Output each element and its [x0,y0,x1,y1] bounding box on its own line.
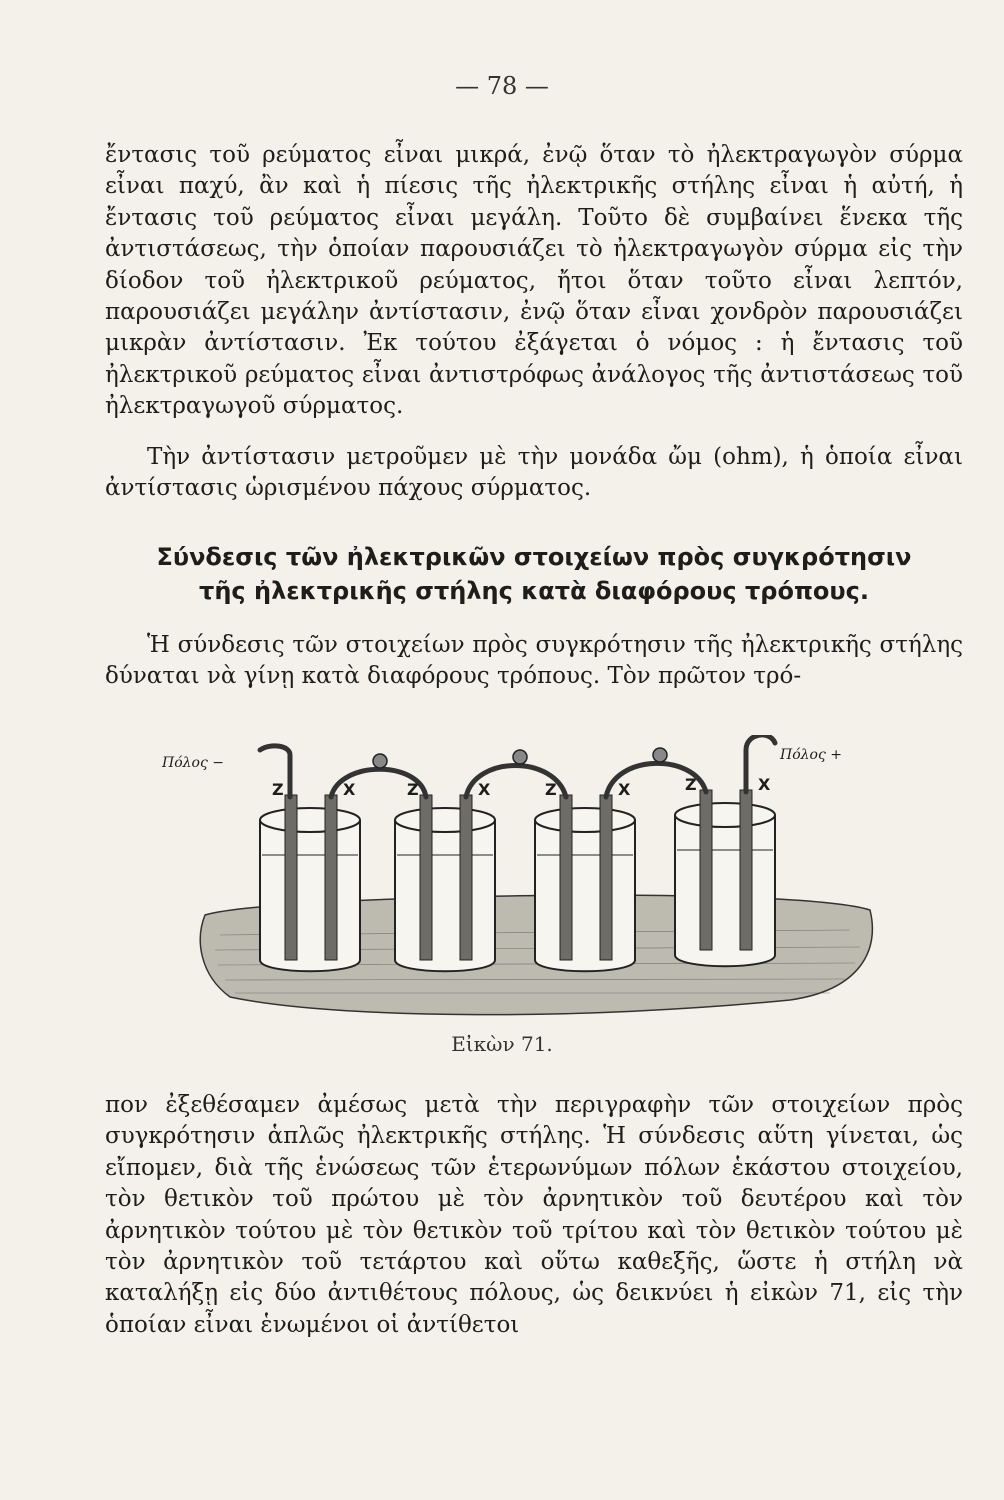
positive-pole-label: Πόλος + [780,747,842,763]
electrode-label: Z [272,780,284,799]
electrode-label: Z [407,780,419,799]
cell-jar-1 [260,808,360,971]
paragraph-ohm-definition: Τὴν ἀντίστασιν μετροῦμεν μὲ τὴν μονάδα ὤμ (ohm), ἡ ὁποία εἶναι ἀντίστασις ὡρισμένου πάχους σύρματος. [105,444,963,502]
paragraph-connection-intro: Ἡ σύνδεσις τῶν στοιχείων πρὸς συγκρότησιν τῆς ἠλεκτρικῆς στήλης δύναται νὰ γίνῃ κατὰ διαφόρους τρόπους. Τὸν πρῶτον τρό- [105,632,963,690]
electrode-label: Z [685,775,697,794]
electrode-label: X [343,780,356,799]
electrode-label: X [618,780,631,799]
cell-jar-2 [395,808,495,971]
paragraph-resistance-intro: ἔντασις τοῦ ρεύματος εἶναι μικρά, ἐνῷ ὅταν τὸ ἠλεκτραγωγὸν σύρμα εἶναι παχύ, ἂν καὶ ἡ πίεσις τῆς ἠλεκτρικῆς στήλης εἶναι ἡ αὐτή, ἡ ἔντασις τοῦ ρεύματος εἶναι μεγάλη. Τοῦτο δὲ συμβαίνει ἕνεκα τῆς ἀντιστάσεως, τὴν ὁποίαν παρουσιάζει τὸ ἠλεκτραγωγὸν σύρμα εἰς τὴν δίοδον τοῦ ἠλεκτρικοῦ ρεύματος, ἤτοι ὅταν τοῦτο εἶναι λεπτόν, παρουσιάζει μεγάλην ἀντίστασιν, ἐνῷ ὅταν εἶναι χονδρὸν παρουσιάζει μικρὰν ἀντίστασιν. Ἐκ τούτου ἐξάγεται ὁ νόμος : ἡ ἔντασις τοῦ ἠλεκτρικοῦ ρεύματος εἶναι ἀντιστρόφως ἀνάλογος τῆς ἀντιστάσεως τοῦ ἠλεκτραγωγοῦ σύρματος. [105,142,963,420]
negative-pole-label: Πόλος − [162,755,224,771]
electrode-label: X [758,775,771,794]
section-heading-line-2: τῆς ἠλεκτρικῆς στήλης κατὰ διαφόρους τρόπους. [199,577,869,605]
battery-cells-illustration [162,735,880,1035]
electrode-label: Z [545,780,557,799]
cells-drawing [190,735,880,1035]
paragraph-series-connection: πον ἐξεθέσαμεν ἀμέσως μετὰ τὴν περιγραφὴν τῶν στοιχείων πρὸς συγκρότησιν ἁπλῶς ἠλεκτρικῆς στήλης. Ἡ σύνδεσις αὕτη γίνεται, ὡς εἴπομεν, διὰ τῆς ἑνώσεως τῶν ἑτερωνύμων πόλων ἑκάστου στοιχείου, τὸν θετικὸν τοῦ πρώτου μὲ τὸν ἀρνητικὸν τοῦ δευτέρου καὶ τὸν ἀρνητικὸν τούτου μὲ τὸν θετικὸν τοῦ τρίτου καὶ τὸν θετικὸν τούτου μὲ τὸν ἀρνητικὸν τοῦ τετάρτου καὶ οὕτω καθεξῆς, ὥστε ἡ στήλη νὰ καταλήξῃ εἰς δύο ἀντιθέτους πόλους, ὡς δεικνύει ἡ εἰκὼν 71, εἰς τὴν ὁποίαν εἶναι ἑνωμένοι οἱ ἀντίθετοι [105,1092,963,1338]
cell-jar-3 [535,808,635,971]
section-heading-line-1: Σύνδεσις τῶν ἠλεκτρικῶν στοιχείων πρὸς συγκρότησιν [156,543,912,571]
cell-jar-4 [675,803,775,966]
electrode-label: X [478,780,491,799]
page-number: — 78 — [455,72,549,100]
figure-caption: Εἰκὼν 71. [451,1032,553,1056]
